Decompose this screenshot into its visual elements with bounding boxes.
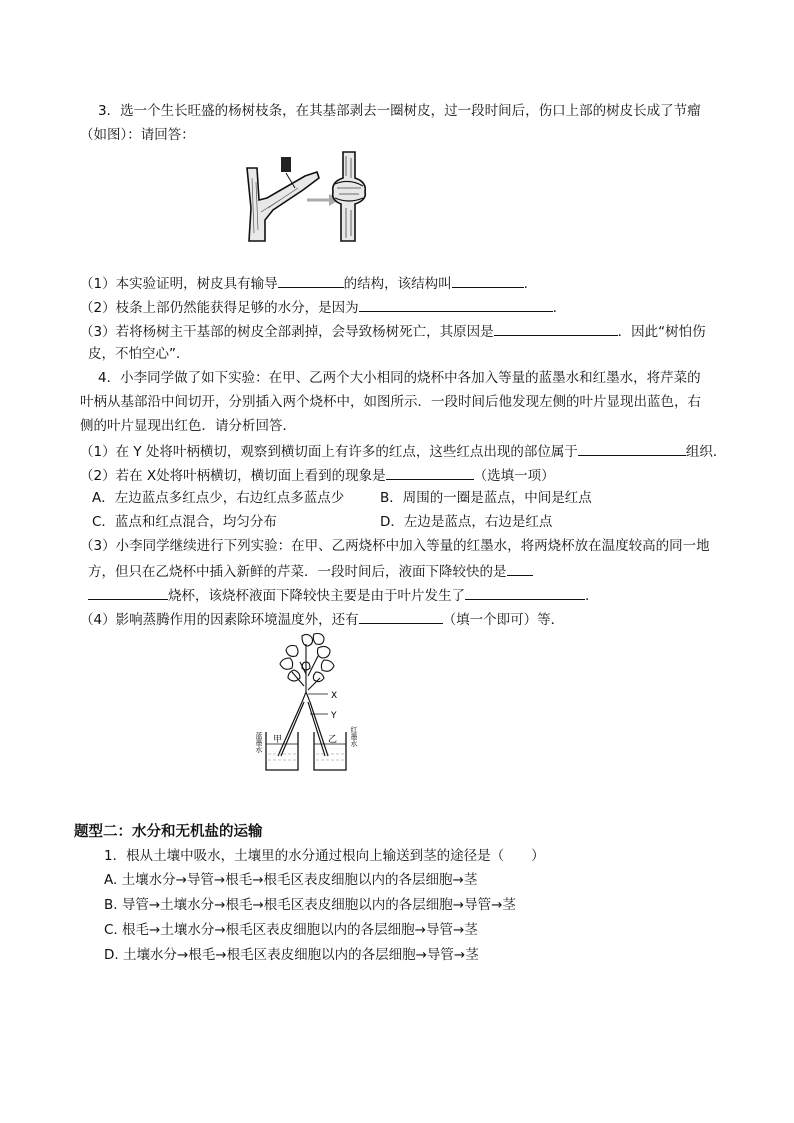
section2-q1: 1．根从土壤中吸水，土壤里的水分通过根向上输送到茎的途径是（ ） — [104, 848, 545, 864]
label-y: Y — [331, 711, 337, 721]
q4-option-c: C．蓝点和红点混合，均匀分布 — [92, 514, 277, 530]
q4-option-a: A．左边蓝点多红点少，右边红点多蓝点少 — [92, 490, 345, 506]
q4-p2-blank[interactable] — [386, 465, 474, 480]
section2-option-b: B. 导管→土壤水分→根毛→根毛区表皮细胞以内的各层细胞→导管→茎 — [104, 897, 516, 913]
q4-part4: （4）影响蒸腾作用的因素除环境温度外，还有 （填一个即可）等． — [80, 609, 564, 629]
q4-part1: （1）在 Y 处将叶柄横切，观察到横切面上有许多的红点，这些红点出现的部位属于 组织． — [80, 441, 726, 461]
section2-option-d: D. 土壤水分→根毛→根毛区表皮细胞以内的各层细胞→导管→茎 — [104, 947, 479, 963]
section2-title: 题型二：水分和无机盐的运输 — [74, 824, 263, 840]
q4-part3-line3: 烧杯，该烧杯液面下降较快主要是由于叶片发生了 . — [88, 585, 589, 605]
q4-p1-blank[interactable] — [578, 441, 686, 456]
label-yi: 乙 — [328, 735, 338, 745]
q3-stem-line2: （如图）：请回答： — [80, 127, 195, 143]
celery-leaves — [280, 634, 334, 682]
q3-part1: （1）本实验证明，树皮具有输导 的结构，该结构叫 . — [80, 273, 528, 293]
section2-option-a: A. 土壤水分→导管→根毛→根毛区表皮细胞以内的各层细胞→茎 — [104, 872, 478, 888]
q4-part3-line2: 方，但只在乙烧杯中插入新鲜的芹菜．一段时间后，液面下降较快的是 — [88, 561, 533, 581]
label-blue-ink: 蓝墨水 — [255, 732, 263, 753]
q3-stem-line1: 3．选一个生长旺盛的杨树枝条，在其基部剥去一圈树皮，过一段时间后，伤口上部的树皮长成了节瘤 — [98, 103, 701, 119]
q4-p3-blank2[interactable] — [465, 585, 585, 600]
label-x: X — [331, 691, 338, 701]
q4-stem-line1: 4．小李同学做了如下实验：在甲、乙两个大小相同的烧杯中各加入等量的蓝墨水和红墨水，将芹菜的 — [98, 370, 701, 386]
q4-stem-line2: 叶柄从基部沿中间切开，分别插入两个烧杯中，如图所示．一段时间后他发现左侧的叶片显现出蓝色，右 — [80, 394, 701, 410]
trunk-with-tumor-shape — [333, 152, 366, 241]
q4-p3-blank1a[interactable] — [507, 561, 533, 576]
label-jia: 甲 — [273, 735, 283, 745]
q4-option-b: B．周围的一圈是蓝点，中间是红点 — [380, 490, 592, 506]
q3-part3-cont: 皮，不怕空心”． — [88, 346, 190, 362]
q3-part2: （2）枝条上部仍然能获得足够的水分，是因为 . — [80, 297, 557, 317]
q3-p3-blank[interactable] — [494, 321, 618, 336]
q4-part3-line1: （3）小李同学继续进行下列实验：在甲、乙两烧杯中加入等量的红墨水，将两烧杯放在温度较高的同一地 — [80, 538, 710, 554]
removed-bark-piece — [281, 157, 291, 172]
q4-part2: （2）若在 X处将叶柄横切，横切面上看到的现象是 （选填一项） — [80, 465, 555, 485]
split-petiole — [278, 702, 328, 756]
branch-girdling-figure — [243, 148, 373, 243]
q4-p4-blank[interactable] — [359, 609, 443, 624]
celery-beaker-figure — [254, 632, 374, 774]
q3-p2-blank[interactable] — [359, 297, 553, 312]
q3-p1-blank1[interactable] — [278, 273, 344, 288]
branch-before-shape — [247, 168, 319, 241]
label-red-ink: 红墨水 — [350, 726, 358, 747]
q4-option-d: D．左边是蓝点，右边是红点 — [380, 514, 553, 530]
q4-p3-blank1b[interactable] — [88, 585, 168, 600]
q3-p1-blank2[interactable] — [452, 273, 524, 288]
section2-option-c: C. 根毛→土壤水分→根毛区表皮细胞以内的各层细胞→导管→茎 — [104, 922, 478, 938]
q3-part3: （3）若将杨树主干基部的树皮全部剥掉，会导致杨树死亡，其原因是 ．因此“树怕伤 — [80, 321, 706, 341]
q4-stem-line3: 侧的叶片显现出红色．请分析回答． — [80, 418, 296, 434]
